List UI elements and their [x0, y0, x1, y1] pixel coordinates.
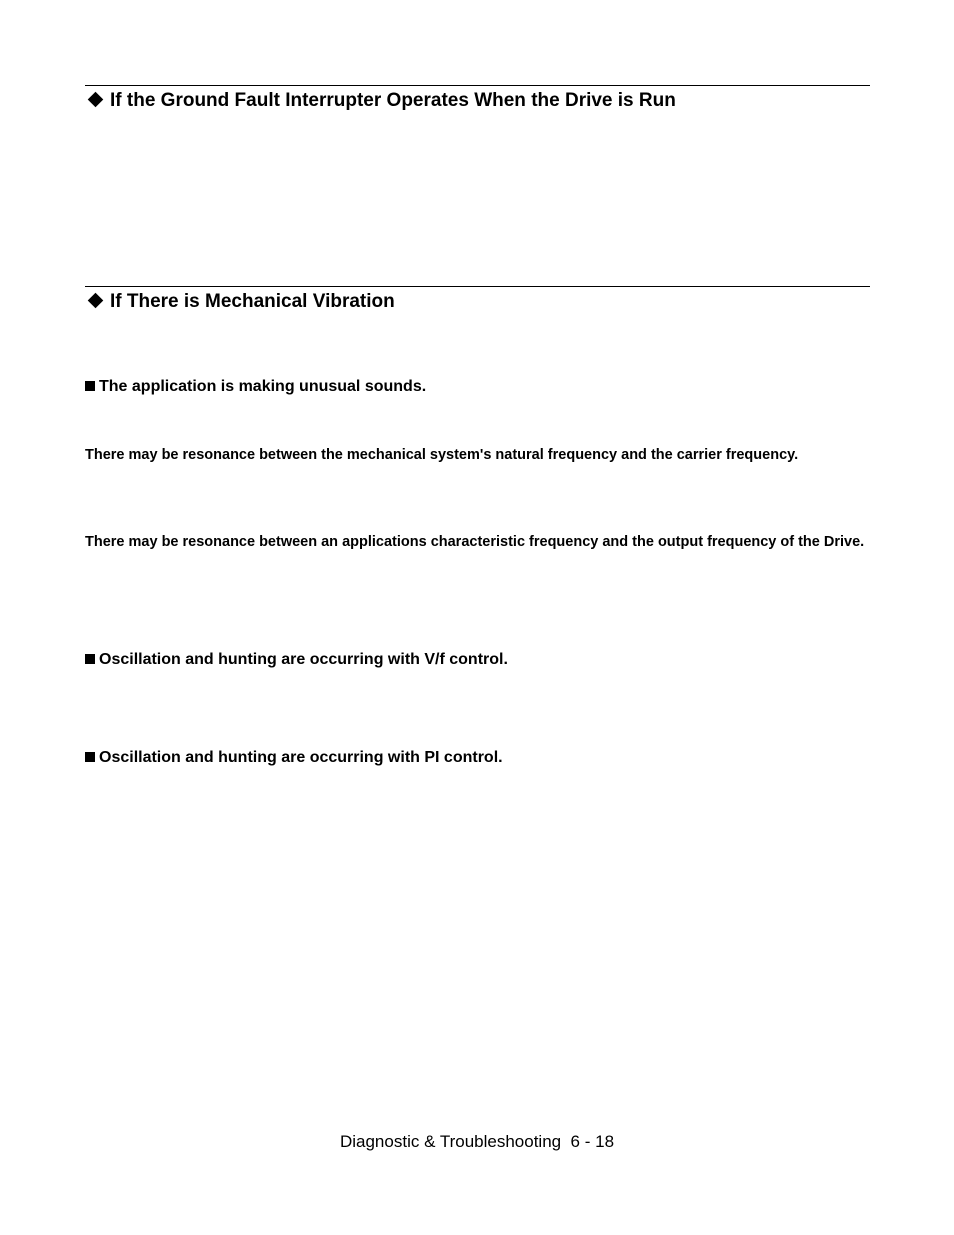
page-footer: Diagnostic & Troubleshooting 6 - 18	[339, 1132, 615, 1151]
section-heading-text: If the Ground Fault Interrupter Operates When the Drive is Run	[110, 90, 676, 111]
square-bullet-icon	[85, 752, 95, 762]
subsection-heading-text: The application is making unusual sounds.	[99, 378, 427, 395]
section-heading-ground-fault	[85, 89, 676, 113]
paragraph-output-resonance: There may be resonance between an applications characteristic frequency and the output frequency of the Drive.	[85, 534, 865, 550]
subsection-heading-pi-control	[85, 748, 503, 768]
section-heading-text: If There is Mechanical Vibration	[110, 291, 395, 312]
diamond-bullet-icon	[88, 92, 104, 108]
subsection-heading-text: Oscillation and hunting are occurring with V/f control.	[99, 651, 508, 668]
square-bullet-icon	[85, 381, 95, 391]
section-divider	[85, 85, 870, 86]
paragraph-carrier-resonance: There may be resonance between the mechanical system's natural frequency and the carrier frequency.	[85, 447, 799, 463]
subsection-heading-unusual-sounds	[85, 377, 426, 397]
section-heading-mechanical-vibration	[85, 290, 395, 314]
diamond-bullet-icon	[88, 293, 104, 309]
subsection-heading-text: Oscillation and hunting are occurring with PI control.	[99, 749, 503, 766]
section-divider	[85, 286, 870, 287]
subsection-heading-vf-control	[85, 650, 508, 670]
square-bullet-icon	[85, 654, 95, 664]
